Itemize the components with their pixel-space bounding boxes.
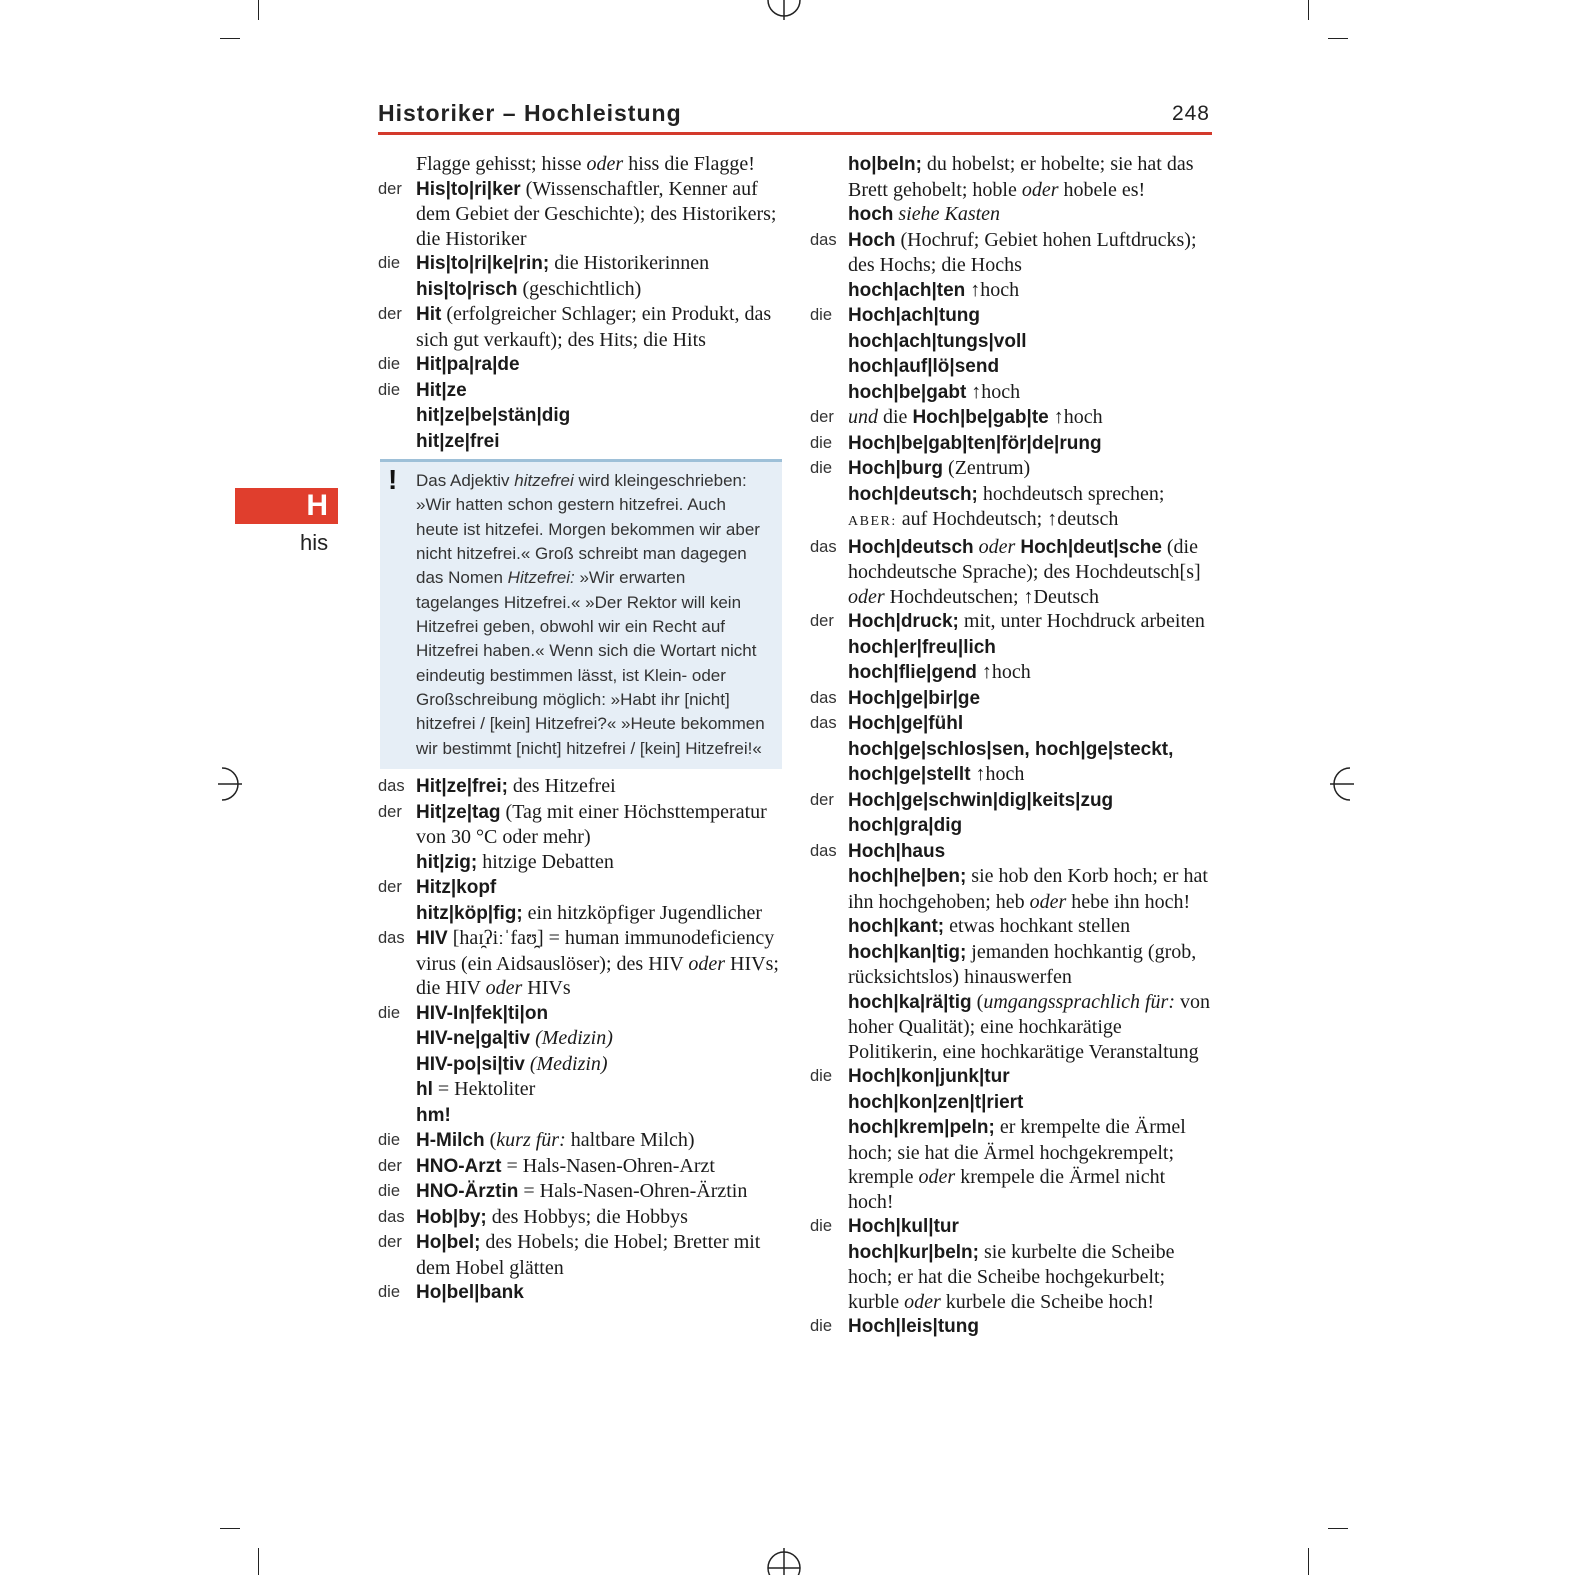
dictionary-entry <box>378 1205 782 1231</box>
entry-text: [haɪ̯ʔiːˈfaʊ̯] = human immunodeficiency virus (ein Aidsauslöser); des HIV <box>416 927 775 975</box>
entry-text: du hobelst; er hobelte; sie hat das Brett gehobelt; hoble <box>848 153 1194 201</box>
dictionary-entry <box>378 1052 782 1078</box>
dictionary-entry <box>378 774 782 800</box>
entry-text: sie hob den Korb hoch; er hat ihn hochgehoben; heb <box>848 865 1208 913</box>
dictionary-entry <box>810 609 1214 635</box>
entry-text: des Hobels; die Hobel; Bretter mit dem Hobel glätten <box>416 1231 761 1279</box>
headword: hoch|ach|tungs|voll <box>848 330 1027 352</box>
headword: His|to|ri|ke|rin; <box>416 253 550 274</box>
info-box <box>380 459 782 769</box>
headword: Hoch|kon|junk|tur <box>848 1066 1010 1087</box>
entry-text: = Hals-Nasen-Ohren-Arzt <box>501 1154 715 1177</box>
dictionary-entry <box>378 1026 782 1052</box>
dictionary-entry <box>810 152 1214 202</box>
headword: Hoch|be|gab|te <box>912 407 1049 428</box>
entry-text: wird kleingeschrieben: »Wir hatten schon gestern hitzefrei. Auch heute ist hitzefei. Morgen bekommen wir aber nicht hitzefrei.« Groß schreibt man dagegen das Nomen <box>416 471 760 588</box>
entry-text: ↑hoch <box>966 380 1021 403</box>
headword: hoch|be|gabt <box>848 381 967 403</box>
headword: ho|beln; <box>848 154 922 175</box>
dictionary-entry <box>378 352 782 378</box>
dictionary-entry <box>810 635 1214 661</box>
dictionary-entry <box>810 1214 1214 1240</box>
dictionary-entry <box>810 1314 1214 1340</box>
headword: hoch|er|freu|lich <box>848 636 996 658</box>
article: die <box>378 254 401 272</box>
entry-text: kurbele die Scheibe hoch! <box>940 1290 1155 1313</box>
headword: hit|ze|frei <box>416 430 500 452</box>
article: der <box>378 305 402 323</box>
dictionary-entry <box>378 1280 782 1306</box>
headword: hoch|ka|rä|tig <box>848 991 972 1013</box>
headword: Hoch|haus <box>848 840 946 862</box>
dictionary-entry <box>378 378 782 404</box>
dictionary-entry <box>378 1230 782 1280</box>
article: der <box>378 1233 402 1252</box>
entry-text: ( <box>971 990 984 1013</box>
article: die <box>810 459 833 477</box>
entry-text: (erfolgreicher Schlager; ein Produkt, das sich gut verkauft); des Hits; die Hits <box>416 303 772 351</box>
dictionary-entry <box>810 278 1214 304</box>
headword: hoch|kant; <box>848 916 945 937</box>
headword: HIV <box>416 928 448 950</box>
dictionary-entry <box>378 1103 782 1129</box>
dictionary-entry <box>378 403 782 429</box>
crop-mark <box>1328 38 1348 39</box>
dictionary-entry <box>810 228 1214 278</box>
entry-text: krempele die Ärmel nicht hoch! <box>848 1166 1166 1213</box>
entry-text: mit, unter Hochdruck arbeiten <box>958 610 1205 632</box>
entry-text: HIVs; die HIV <box>416 952 779 1000</box>
dictionary-entry <box>810 864 1214 914</box>
entry-text: HIVs <box>522 977 571 1000</box>
crop-mark <box>1308 1548 1309 1575</box>
entry-text: ↑hoch <box>976 661 1031 683</box>
article: das <box>810 688 837 707</box>
dictionary-entry <box>810 737 1214 788</box>
headword: hoch|gra|dig <box>848 815 963 836</box>
italic-text: hitzefrei <box>514 471 574 490</box>
dictionary-entry <box>378 251 782 277</box>
dictionary-entry <box>378 1179 782 1205</box>
article: das <box>378 777 405 796</box>
dictionary-entry <box>810 711 1214 737</box>
entry-text: Hochdeutschen; ↑Deutsch <box>884 585 1100 608</box>
header-title: Historiker – Hochleistung <box>378 100 682 126</box>
entry-text: etwas hochkant stellen <box>944 915 1131 937</box>
dictionary-entry <box>378 850 782 876</box>
headword: hoch|deutsch; <box>848 483 978 505</box>
headword: H-Milch <box>416 1130 485 1152</box>
dictionary-entry <box>378 1154 782 1180</box>
dictionary-entry <box>810 202 1214 228</box>
headword: Hit|ze <box>416 379 467 401</box>
article: das <box>810 537 837 556</box>
entry-text: hitzige Debatten <box>477 850 614 873</box>
dictionary-entry <box>810 914 1214 940</box>
thumb-index-letter: H <box>306 489 328 522</box>
headword: his|to|risch <box>416 278 518 300</box>
italic-text: oder <box>978 535 1016 558</box>
dictionary-entry <box>810 354 1214 380</box>
article: die <box>810 306 833 324</box>
dictionary-entry <box>810 813 1214 839</box>
headword: Ho|bel|bank <box>416 1282 524 1304</box>
article: das <box>810 841 837 860</box>
dictionary-entry <box>810 329 1214 355</box>
headword: hoch|flie|gend <box>848 662 977 683</box>
article: die <box>810 433 833 452</box>
dictionary-entry <box>378 1128 782 1154</box>
headword: Hitz|kopf <box>416 877 497 899</box>
crop-mark <box>1328 1528 1348 1529</box>
headword: hl <box>416 1079 433 1101</box>
article: das <box>810 230 837 249</box>
article: der <box>378 1156 402 1175</box>
article: der <box>810 408 834 426</box>
dictionary-entry <box>378 302 782 352</box>
italic-text: kurz für: <box>496 1129 566 1152</box>
headword: HIV-ne|ga|tiv <box>416 1028 531 1050</box>
headword: Hoch|deutsch <box>848 536 974 558</box>
article: der <box>810 790 834 809</box>
exclamation-icon: ! <box>388 464 398 495</box>
headword: HNO-Ärztin <box>416 1181 519 1203</box>
headword: hm! <box>416 1104 451 1126</box>
italic-text: oder <box>848 585 885 608</box>
crop-mark <box>220 1528 240 1529</box>
entry-text: sie kurbelte die Scheibe hoch; er hat die Scheibe hochgekurbelt; kurble <box>848 1240 1175 1313</box>
headword: HIV-po|si|tiv <box>416 1053 525 1075</box>
italic-text: siehe Kasten <box>898 203 1001 225</box>
headword: Hit|ze|tag <box>416 801 501 823</box>
registration-mark-bottom <box>764 1548 804 1575</box>
headword: HNO-Arzt <box>416 1155 502 1177</box>
entry-text: ( <box>484 1129 497 1152</box>
headword: Hoch|ach|tung <box>848 305 981 326</box>
italic-text: oder <box>688 952 726 975</box>
dictionary-entry <box>378 152 782 177</box>
crop-mark <box>1308 0 1309 20</box>
dictionary-entry <box>810 788 1214 814</box>
right-column <box>810 152 1214 1340</box>
headword: Hoch <box>848 229 896 251</box>
dictionary-entry <box>810 380 1214 406</box>
thumb-index-sub: his <box>300 530 329 555</box>
crop-mark <box>220 38 240 39</box>
article: die <box>378 1182 401 1201</box>
entry-text: hobele es! <box>1058 178 1146 201</box>
dictionary-entry <box>378 1001 782 1027</box>
entry-text: = Hals-Nasen-Ohren-Ärztin <box>518 1180 748 1203</box>
headword: Hoch|ge|fühl <box>848 713 964 734</box>
article: der <box>378 179 402 198</box>
article: der <box>378 878 402 897</box>
headword: Hoch|leis|tung <box>848 1316 979 1337</box>
entry-text: von hoher Qualität); eine hochkarätige Politikerin, eine hochkarätige Veranstaltung <box>848 990 1210 1063</box>
thumb-index-tab <box>235 488 338 524</box>
entry-text: des Hobbys; die Hobbys <box>486 1205 688 1228</box>
page-number: 248 <box>1171 102 1210 125</box>
italic-text: oder <box>1029 890 1067 913</box>
headword: hit|zig; <box>416 851 478 873</box>
article: die <box>810 1317 833 1335</box>
headword: hoch|ge|schlos|sen, hoch|ge|steckt, hoch|ge|stellt <box>848 738 1174 785</box>
crop-mark <box>258 0 259 20</box>
registration-mark-left <box>214 764 244 804</box>
headword: hoch|he|ben; <box>848 866 967 887</box>
article: der <box>810 612 834 630</box>
headword: Hoch|ge|schwin|dig|keits|zug <box>848 789 1114 811</box>
article: die <box>810 1217 833 1235</box>
entry-text: = Hektoliter <box>432 1078 536 1101</box>
headword: hoch <box>848 204 894 225</box>
headword: Hoch|ge|bir|ge <box>848 687 981 709</box>
italic-text: oder <box>586 153 624 175</box>
article: die <box>378 355 401 373</box>
headword: Hob|by; <box>416 1206 487 1228</box>
entry-text: er krempelte die Ärmel hoch; sie hat die Ärmel hochgekrempelt; kremple <box>848 1116 1186 1188</box>
entry-text: ein hitzköpfiger Jugendlicher <box>522 901 763 924</box>
dictionary-entry <box>810 1090 1214 1116</box>
italic-text: oder <box>918 1166 956 1188</box>
dictionary-entry <box>810 482 1214 535</box>
italic-text: (Medizin) <box>535 1027 613 1050</box>
entry-text: (Tag mit einer Höchsttemperatur von 30 °C oder mehr) <box>416 800 767 849</box>
headword: His|to|ri|ker <box>416 178 521 200</box>
entry-text: (Zentrum) <box>943 457 1031 479</box>
dictionary-entry <box>810 940 1214 990</box>
dictionary-entry <box>810 303 1214 329</box>
headword: Hoch|deut|sche <box>1020 536 1162 558</box>
entry-text: die <box>878 406 913 428</box>
entry-text: des Hitzefrei <box>507 775 616 798</box>
italic-text: oder <box>904 1290 941 1313</box>
headword: Hit|ze|frei; <box>416 776 508 798</box>
entry-text: ↑hoch <box>970 763 1025 785</box>
entry-text: die Historikerinnen <box>549 252 710 274</box>
dictionary-entry <box>810 1240 1214 1315</box>
italic-text: oder <box>1021 178 1059 201</box>
headword: hoch|krem|peln; <box>848 1117 995 1138</box>
headword: hit|ze|be|stän|dig <box>416 405 571 426</box>
dictionary-entry <box>378 901 782 927</box>
entry-text: ↑hoch <box>1048 406 1103 428</box>
headword: hoch|ach|ten <box>848 279 966 301</box>
dictionary-entry <box>810 1064 1214 1090</box>
headword: HIV-In|fek|ti|on <box>416 1002 549 1024</box>
article: die <box>810 1067 833 1085</box>
article: der <box>378 802 402 821</box>
italic-text: und <box>848 406 878 428</box>
entry-text: (geschichtlich) <box>517 277 642 300</box>
entry-text: (die hochdeutsche Sprache); des Hochdeutsch[s] <box>848 535 1201 583</box>
dictionary-entry <box>810 456 1214 482</box>
dictionary-entry <box>810 686 1214 712</box>
entry-text: jemanden hochkantig (grob, rücksichtslos) hinauswerfen <box>848 940 1197 988</box>
article: die <box>378 1283 401 1302</box>
dictionary-entry <box>378 429 782 455</box>
dictionary-entry <box>378 277 782 303</box>
headword: Hoch|kul|tur <box>848 1216 959 1237</box>
headword: hitz|köp|fig; <box>416 902 523 924</box>
headword: Hit|pa|ra|de <box>416 354 520 375</box>
dictionary-entry <box>810 1115 1214 1214</box>
headword: hoch|kur|beln; <box>848 1241 979 1263</box>
entry-text: »Wir erwarten tagelanges Hitzefrei.« »Der Rektor will kein Hitzefrei geben, obwohl wir ein Recht auf Hitzefrei haben.« Wenn sich die Wortart nicht eindeutig bestimmen lässt, ist Klein- oder Großschreibung möglich: »Habt ihr [nicht] hitzefrei / [kein] Hitzefrei?« »Heute bekommen wir bestimmt [nicht] hitzefrei / [kein] Hitzefrei!« <box>416 568 765 758</box>
headword: hoch|kon|zen|t|riert <box>848 1091 1024 1113</box>
headword: Hoch|be|gab|ten|för|de|rung <box>848 432 1102 454</box>
dictionary-entry <box>810 839 1214 865</box>
dictionary-entry <box>810 405 1214 431</box>
article: die <box>378 1003 401 1022</box>
italic-text: umgangssprachlich für: <box>983 990 1175 1013</box>
entry-text: hebe ihn hoch! <box>1066 890 1191 913</box>
entry-text: ABER: <box>848 514 897 529</box>
registration-mark-right <box>1328 764 1358 804</box>
left-column <box>378 152 782 1306</box>
headword: Hoch|druck; <box>848 611 959 632</box>
running-header <box>378 100 1212 135</box>
entry-text: ↑hoch <box>965 278 1020 301</box>
article: die <box>378 1131 401 1150</box>
headword: Ho|bel; <box>416 1232 481 1254</box>
entry-text: (Hochruf; Gebiet hohen Luftdrucks); des Hochs; die Hochs <box>848 228 1197 276</box>
entry-text: auf Hochdeutsch; ↑deutsch <box>896 508 1119 530</box>
dictionary-entry <box>810 660 1214 686</box>
entry-text: Flagge gehisst; hisse <box>416 153 587 175</box>
dictionary-entry <box>810 535 1214 610</box>
article: das <box>378 929 405 948</box>
entry-text: hiss die Flagge! <box>623 153 755 175</box>
headword: Hoch|burg <box>848 458 944 479</box>
italic-text: (Medizin) <box>529 1052 608 1075</box>
dictionary-entry <box>810 990 1214 1065</box>
italic-text: oder <box>485 977 523 1000</box>
registration-mark-top <box>764 0 804 22</box>
dictionary-entry <box>810 431 1214 457</box>
headword: hoch|auf|lö|send <box>848 356 1000 377</box>
article: das <box>378 1207 405 1226</box>
dictionary-entry <box>378 800 782 850</box>
dictionary-entry <box>378 177 782 252</box>
entry-text: Das Adjektiv <box>416 471 515 490</box>
article: die <box>378 380 401 399</box>
crop-mark <box>258 1548 259 1575</box>
dictionary-entry <box>378 926 782 1001</box>
dictionary-entry <box>378 875 782 901</box>
article: das <box>810 714 837 732</box>
headword: Hit <box>416 304 442 325</box>
entry-text: hochdeutsch sprechen; <box>977 482 1165 505</box>
italic-text: Hitzefrei: <box>507 568 575 588</box>
entry-text: haltbare Milch) <box>565 1129 695 1152</box>
entry-text: (Wissenschaftler, Kenner auf dem Gebiet der Geschichte); des Historikers; die Historiker <box>416 177 777 250</box>
dictionary-entry <box>378 1077 782 1103</box>
headword: hoch|kan|tig; <box>848 941 967 963</box>
